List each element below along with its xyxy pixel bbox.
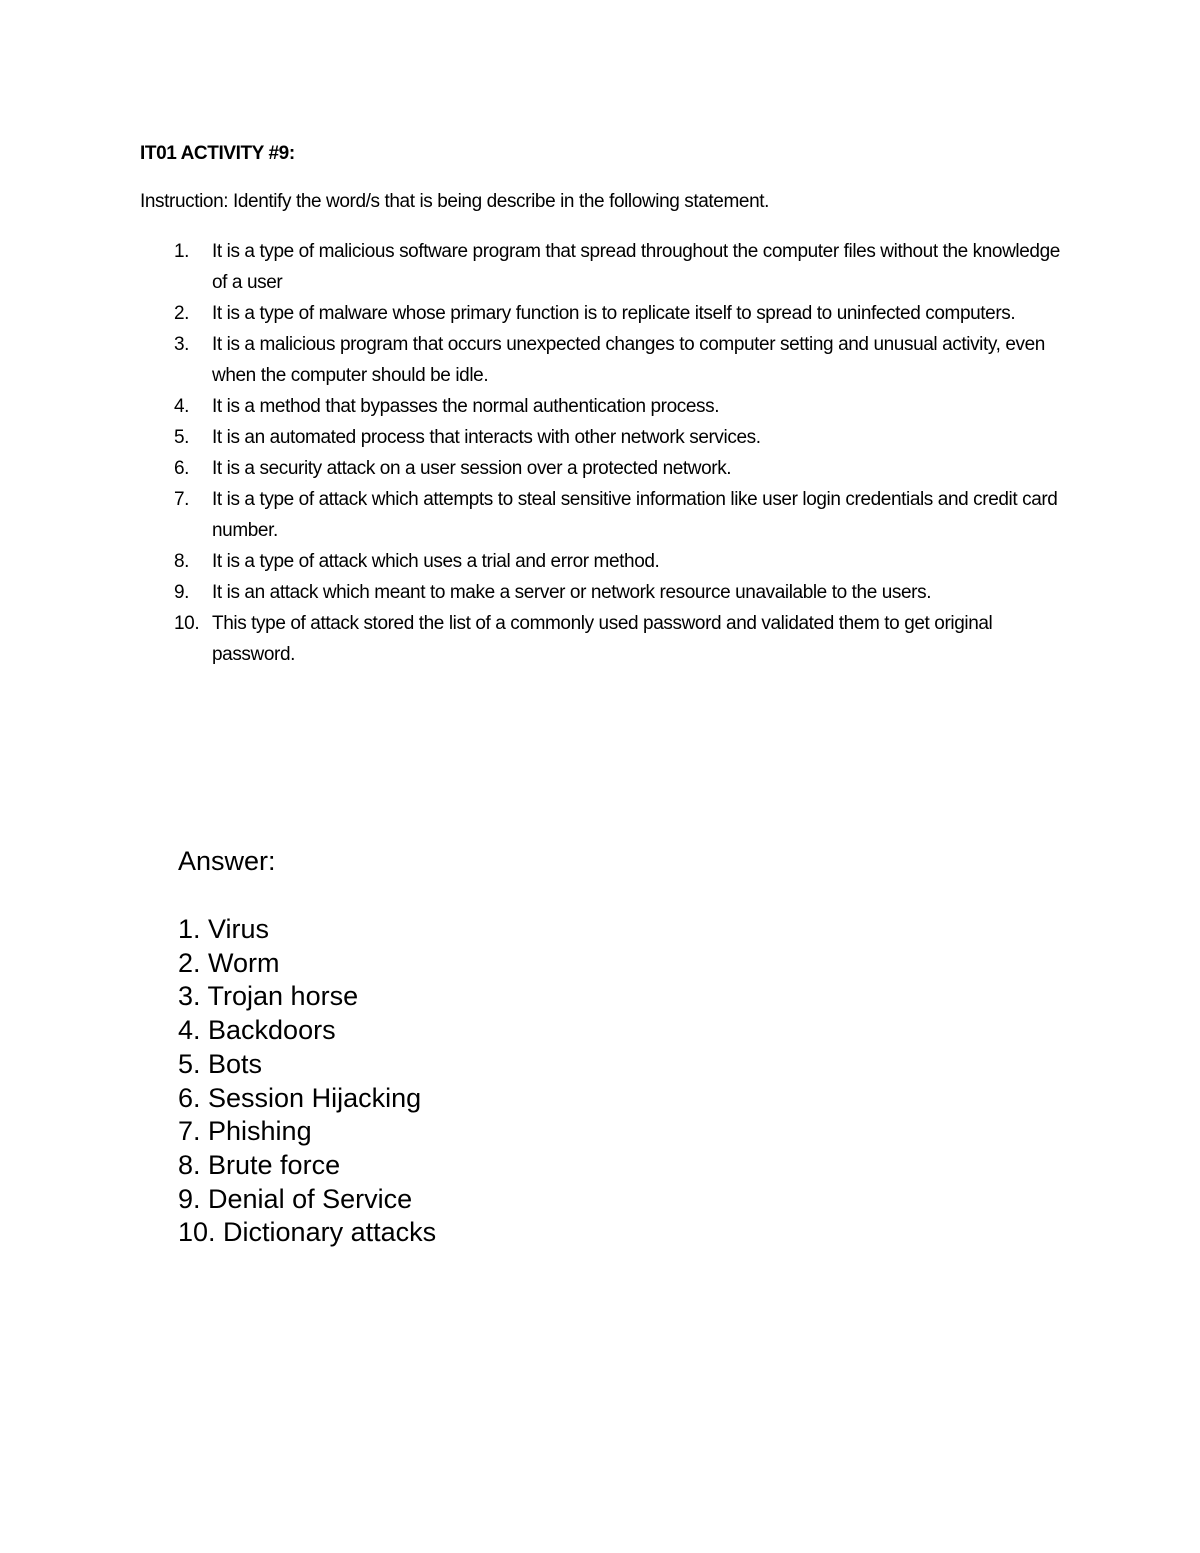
question-text: It is an automated process that interacts with other network services. (212, 427, 761, 448)
question-number: 1. (174, 241, 190, 262)
question-number: 7. (174, 489, 190, 510)
question-text: It is a type of attack which attempts to steal sensitive information like user login credentials and credit card number. (212, 489, 1058, 541)
question-text: It is an attack which meant to make a server or network resource unavailable to the users. (212, 582, 932, 603)
question-item (140, 236, 1060, 298)
answer-item: 9. Denial of Service (178, 1183, 413, 1214)
question-item (140, 453, 1060, 484)
question-item (140, 422, 1060, 453)
answer-item: 4. Backdoors (178, 1015, 336, 1046)
instruction-text: Instruction: Identify the word/s that is being describe in the following statement. (140, 191, 769, 212)
question-item (140, 391, 1060, 422)
question-number: 9. (174, 582, 190, 603)
answer-item: 10. Dictionary attacks (178, 1217, 437, 1248)
question-number: 5. (174, 427, 190, 448)
question-item (140, 546, 1060, 577)
answer-heading: Answer: (178, 846, 276, 876)
question-text: It is a type of malware whose primary function is to replicate itself to spread to uninfected computers. (212, 303, 1016, 324)
question-item (140, 608, 1060, 670)
answer-item: 6. Session Hijacking (178, 1082, 422, 1113)
question-item (140, 484, 1060, 546)
question-text: It is a type of malicious software program that spread throughout the computer files without the knowledge of a user (212, 241, 1060, 293)
question-item (140, 298, 1060, 329)
question-text: This type of attack stored the list of a commonly used password and validated them to get original password. (212, 613, 993, 665)
question-number: 6. (174, 458, 190, 479)
question-item (140, 577, 1060, 608)
question-item (140, 329, 1060, 391)
question-number: 2. (174, 303, 190, 324)
document-title: IT01 ACTIVITY #9: (140, 143, 295, 164)
question-number: 4. (174, 396, 190, 417)
question-number: 8. (174, 551, 190, 572)
answer-list (178, 913, 436, 1250)
answer-item: 8. Brute force (178, 1149, 341, 1180)
question-number: 10. (174, 613, 200, 634)
question-text: It is a type of attack which uses a trial and error method. (212, 551, 660, 572)
question-number: 3. (174, 334, 190, 355)
question-list (140, 236, 1060, 670)
question-text: It is a malicious program that occurs unexpected changes to computer setting and unusual activity, even when the computer should be idle. (212, 334, 1045, 386)
question-text: It is a security attack on a user session over a protected network. (212, 458, 732, 479)
answer-item: 5. Bots (178, 1048, 263, 1079)
answer-item: 3. Trojan horse (178, 981, 359, 1012)
answer-item: 2. Worm (178, 947, 280, 978)
answer-item: 1. Virus (178, 914, 270, 944)
answer-item: 7. Phishing (178, 1116, 312, 1147)
question-text: It is a method that bypasses the normal authentication process. (212, 396, 720, 417)
